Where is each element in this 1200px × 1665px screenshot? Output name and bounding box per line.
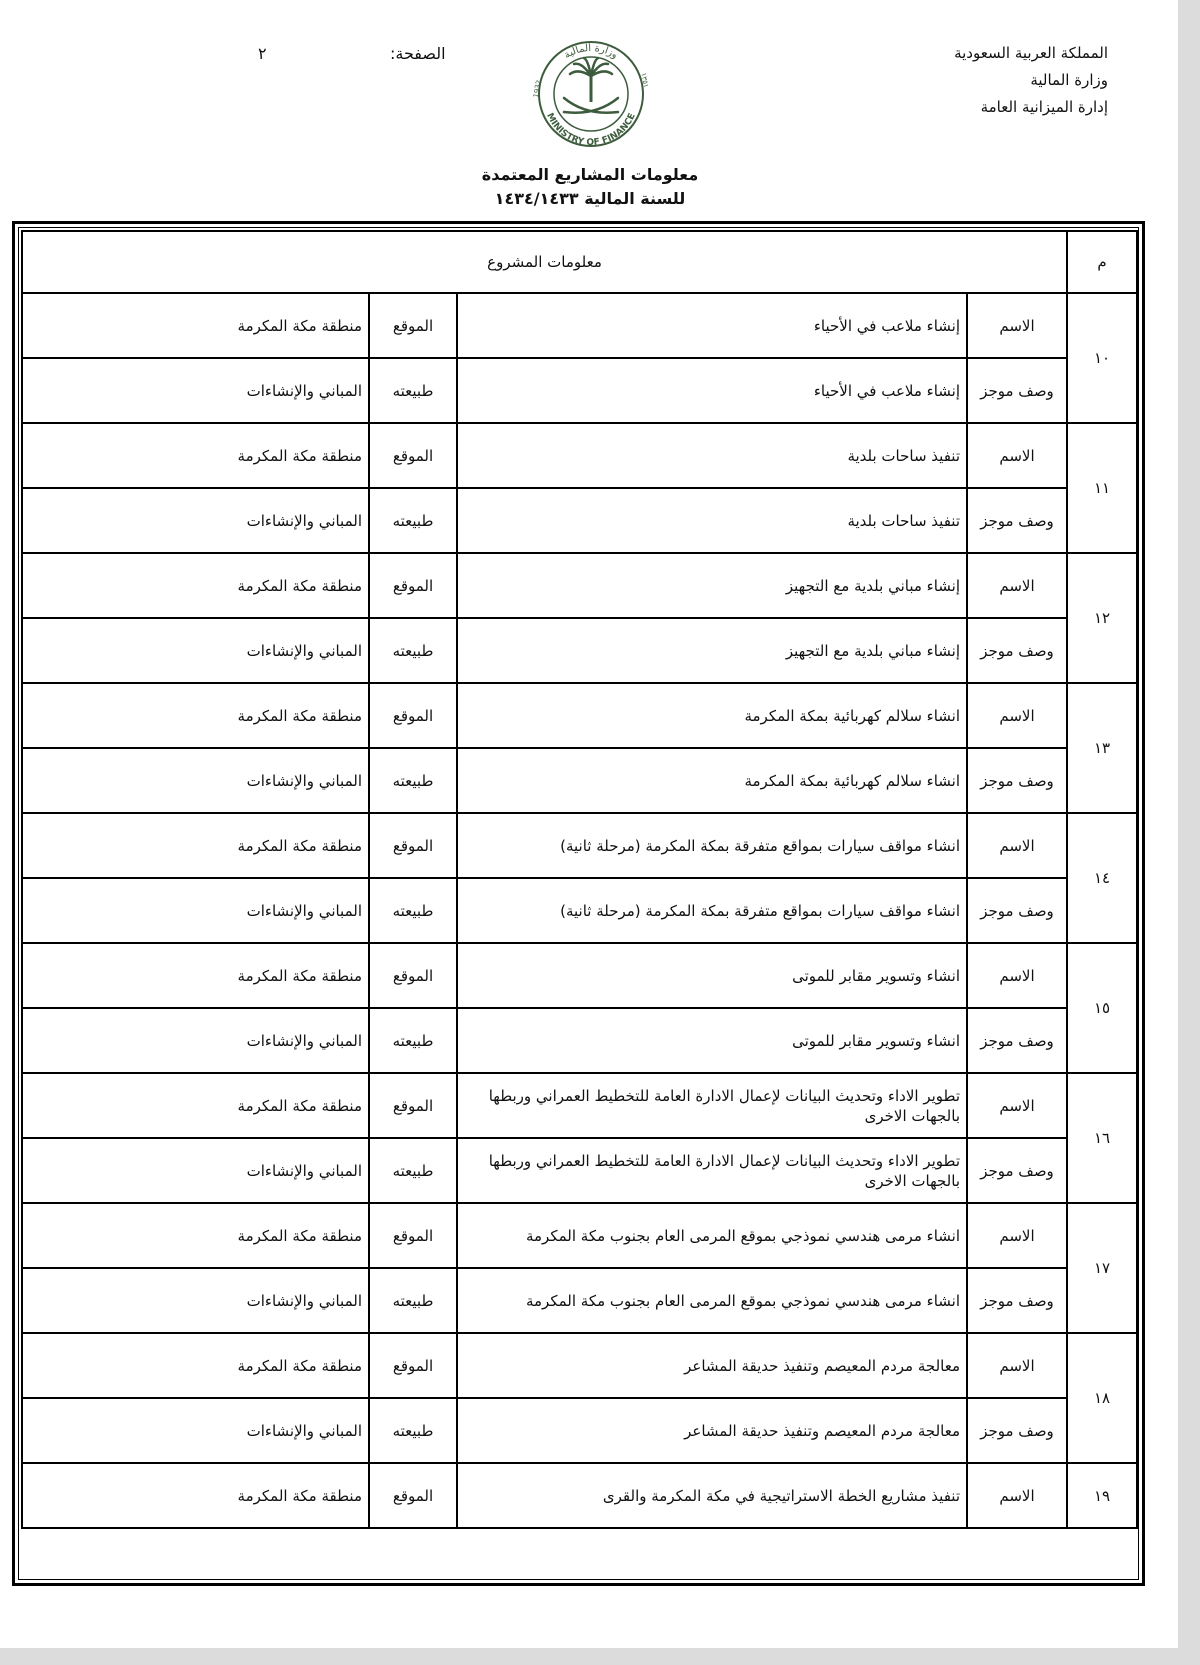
row-number: ١١ [1067,423,1137,553]
table-row [22,1398,1137,1463]
project-location: منطقة مكة المكرمة [22,943,369,1008]
label-name: الاسم [967,1073,1067,1138]
label-location: الموقع [369,1073,457,1138]
project-nature: المباني والإنشاءات [22,878,369,943]
table-row [22,943,1137,1008]
label-description: وصف موجز [967,1268,1067,1333]
label-description: وصف موجز [967,1398,1067,1463]
project-description: تنفيذ ساحات بلدية [457,488,967,553]
row-number: ١٥ [1067,943,1137,1073]
org-line-kingdom: المملكة العربية السعودية [954,44,1108,62]
row-number: ١٢ [1067,553,1137,683]
projects-table [21,230,1138,1529]
table-row [22,1008,1137,1073]
project-location: منطقة مكة المكرمة [22,1203,369,1268]
label-location: الموقع [369,553,457,618]
table-frame [12,221,1145,1586]
project-description: انشاء سلالم كهربائية بمكة المكرمة [457,748,967,813]
project-description: إنشاء ملاعب في الأحياء [457,358,967,423]
label-name: الاسم [967,943,1067,1008]
project-name: انشاء مواقف سيارات بمواقع متفرقة بمكة المكرمة (مرحلة ثانية) [457,813,967,878]
label-nature: طبيعته [369,1138,457,1203]
table-row [22,878,1137,943]
label-location: الموقع [369,423,457,488]
project-description: انشاء وتسوير مقابر للموتى [457,1008,967,1073]
project-location: منطقة مكة المكرمة [22,813,369,878]
label-name: الاسم [967,813,1067,878]
label-location: الموقع [369,943,457,1008]
project-nature: المباني والإنشاءات [22,358,369,423]
label-description: وصف موجز [967,488,1067,553]
svg-text:وزارة المالية: وزارة المالية [562,42,620,62]
table-row [22,1463,1137,1528]
project-description: معالجة مردم المعيصم وتنفيذ حديقة المشاعر [457,1398,967,1463]
project-name: انشاء سلالم كهربائية بمكة المكرمة [457,683,967,748]
row-number: ١٠ [1067,293,1137,423]
project-name: تطوير الاداء وتحديث البيانات لإعمال الادارة العامة للتخطيط العمراني وربطها بالجهات الاخرى [457,1073,967,1138]
label-description: وصف موجز [967,1138,1067,1203]
table-row [22,358,1137,423]
project-name: تنفيذ ساحات بلدية [457,423,967,488]
title-line-1: معلومات المشاريع المعتمدة [481,165,699,184]
label-name: الاسم [967,423,1067,488]
table-row [22,423,1137,488]
table-row [22,1268,1137,1333]
label-nature: طبيعته [369,618,457,683]
project-description: تطوير الاداء وتحديث البيانات لإعمال الادارة العامة للتخطيط العمراني وربطها بالجهات الاخرى [457,1138,967,1203]
label-description: وصف موجز [967,1008,1067,1073]
label-nature: طبيعته [369,878,457,943]
row-number: ١٦ [1067,1073,1137,1203]
svg-text:1932: 1932 [532,79,544,99]
table-row [22,1333,1137,1398]
label-location: الموقع [369,1463,457,1528]
table-row [22,553,1137,618]
page-number: ٢ [258,44,267,63]
table-row [22,618,1137,683]
label-name: الاسم [967,553,1067,618]
label-nature: طبيعته [369,488,457,553]
title-line-2: للسنة المالية ١٤٣٤/١٤٣٣ [494,189,686,208]
table-row [22,748,1137,813]
label-location: الموقع [369,1203,457,1268]
row-number: ١٨ [1067,1333,1137,1463]
label-description: وصف موجز [967,748,1067,813]
row-number: ١٧ [1067,1203,1137,1333]
table-row [22,1203,1137,1268]
project-nature: المباني والإنشاءات [22,1398,369,1463]
project-name: انشاء مرمى هندسي نموذجي بموقع المرمى العام بجنوب مكة المكرمة [457,1203,967,1268]
table-row [22,1138,1137,1203]
label-description: وصف موجز [967,618,1067,683]
project-nature: المباني والإنشاءات [22,488,369,553]
table-row [22,683,1137,748]
label-description: وصف موجز [967,358,1067,423]
label-name: الاسم [967,1203,1067,1268]
project-location: منطقة مكة المكرمة [22,553,369,618]
document-title [440,163,740,211]
ministry-seal-icon [526,40,656,148]
label-location: الموقع [369,1333,457,1398]
project-description: انشاء مرمى هندسي نموذجي بموقع المرمى العام بجنوب مكة المكرمة [457,1268,967,1333]
label-name: الاسم [967,293,1067,358]
label-name: الاسم [967,683,1067,748]
table-row [22,293,1137,358]
table-row [22,813,1137,878]
project-nature: المباني والإنشاءات [22,618,369,683]
table-row [22,1073,1137,1138]
column-header-project-info: معلومات المشروع [22,231,1067,293]
label-location: الموقع [369,813,457,878]
org-line-department: إدارة الميزانية العامة [980,98,1108,116]
row-number: ١٤ [1067,813,1137,943]
project-location: منطقة مكة المكرمة [22,1333,369,1398]
org-line-ministry: وزارة المالية [1030,71,1108,89]
project-nature: المباني والإنشاءات [22,1268,369,1333]
label-location: الموقع [369,683,457,748]
project-name: انشاء وتسوير مقابر للموتى [457,943,967,1008]
label-nature: طبيعته [369,1008,457,1073]
project-name: تنفيذ مشاريع الخطة الاستراتيجية في مكة المكرمة والقرى [457,1463,967,1528]
table-row [22,488,1137,553]
project-description: إنشاء مباني بلدية مع التجهيز [457,618,967,683]
project-location: منطقة مكة المكرمة [22,293,369,358]
project-nature: المباني والإنشاءات [22,1008,369,1073]
project-name: إنشاء مباني بلدية مع التجهيز [457,553,967,618]
svg-text:١٣٥١: ١٣٥١ [639,72,650,89]
project-location: منطقة مكة المكرمة [22,1073,369,1138]
row-number: ١٩ [1067,1463,1137,1528]
column-header-number: م [1067,231,1137,293]
label-description: وصف موجز [967,878,1067,943]
project-description: انشاء مواقف سيارات بمواقع متفرقة بمكة المكرمة (مرحلة ثانية) [457,878,967,943]
row-number: ١٣ [1067,683,1137,813]
project-location: منطقة مكة المكرمة [22,683,369,748]
label-nature: طبيعته [369,1268,457,1333]
project-location: منطقة مكة المكرمة [22,423,369,488]
project-nature: المباني والإنشاءات [22,1138,369,1203]
svg-text:MINISTRY OF FINANCE: MINISTRY OF FINANCE [544,111,638,148]
org-header [848,40,1108,121]
label-nature: طبيعته [369,1398,457,1463]
label-name: الاسم [967,1463,1067,1528]
label-name: الاسم [967,1333,1067,1398]
page-label: الصفحة: [390,44,446,63]
project-name: إنشاء ملاعب في الأحياء [457,293,967,358]
project-location: منطقة مكة المكرمة [22,1463,369,1528]
label-nature: طبيعته [369,748,457,813]
label-nature: طبيعته [369,358,457,423]
project-name: معالجة مردم المعيصم وتنفيذ حديقة المشاعر [457,1333,967,1398]
table-header-row [22,231,1137,293]
label-location: الموقع [369,293,457,358]
project-nature: المباني والإنشاءات [22,748,369,813]
